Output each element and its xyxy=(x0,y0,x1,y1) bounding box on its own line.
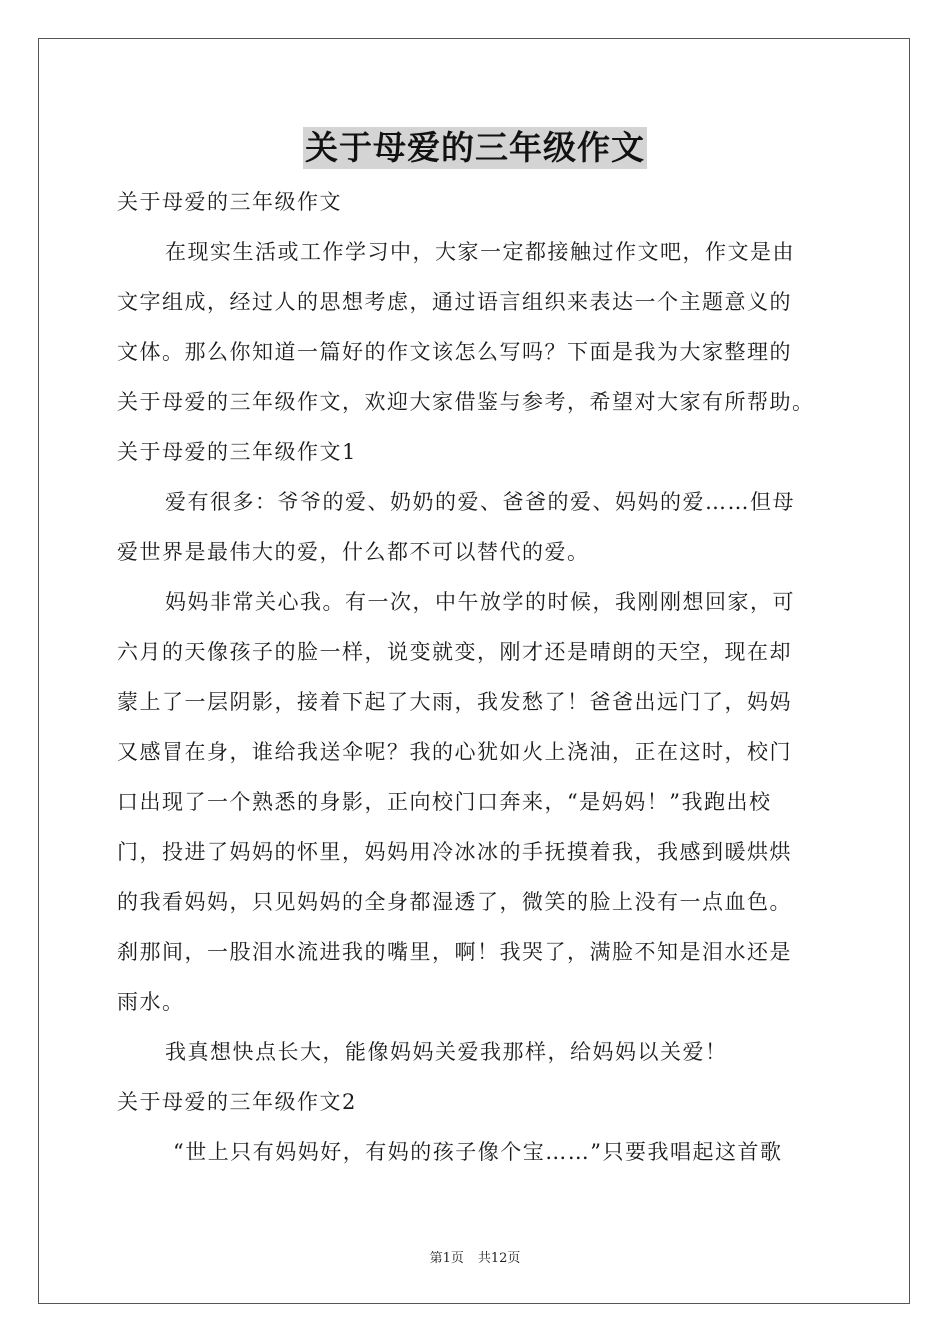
body-line: 六月的天像孩子的脸一样，说变就变，刚才还是晴朗的天空，现在却 xyxy=(117,640,792,664)
section-heading: 关于母爱的三年级作文1 xyxy=(117,440,357,464)
body-line: 关于母爱的三年级作文，欢迎大家借鉴与参考，希望对大家有所帮助。 xyxy=(117,390,815,414)
body-line: 蒙上了一层阴影，接着下起了大雨，我发愁了！爸爸出远门了，妈妈 xyxy=(117,690,792,714)
body-line: 文字组成，经过人的思想考虑，通过语言组织来表达一个主题意义的 xyxy=(117,290,792,314)
document-title: 关于母爱的三年级作文 xyxy=(305,128,645,167)
title-container xyxy=(0,127,950,169)
page-footer xyxy=(0,1247,950,1266)
body-line: 的我看妈妈，只见妈妈的全身都湿透了，微笑的脸上没有一点血色。 xyxy=(117,890,792,914)
body-line: 妈妈非常关心我。有一次，中午放学的时候，我刚刚想回家，可 xyxy=(165,590,795,614)
body-line: 又感冒在身，谁给我送伞呢？我的心犹如火上浇油，正在这时，校门 xyxy=(117,740,792,764)
body-line: 刹那间，一股泪水流进我的嘴里，啊！我哭了，满脸不知是泪水还是 xyxy=(117,940,792,964)
page-number: 第1页 xyxy=(429,1251,464,1266)
body-line: “世上只有妈妈好，有妈的孩子像个宝……”只要我唱起这首歌 xyxy=(173,1140,783,1164)
body-line: 在现实生活或工作学习中，大家一定都接触过作文吧，作文是由 xyxy=(165,240,795,264)
body-line: 关于母爱的三年级作文 xyxy=(117,190,342,214)
body-line: 雨水。 xyxy=(117,990,185,1014)
document-body xyxy=(117,177,835,1177)
page-total: 共12页 xyxy=(477,1251,521,1266)
body-line: 我真想快点长大，能像妈妈关爱我那样，给妈妈以关爱！ xyxy=(165,1040,728,1064)
section-heading: 关于母爱的三年级作文2 xyxy=(117,1090,357,1114)
body-line: 门，投进了妈妈的怀里，妈妈用冷冰冰的手抚摸着我，我感到暖烘烘 xyxy=(117,840,792,864)
body-line: 文体。那么你知道一篇好的作文该怎么写吗？下面是我为大家整理的 xyxy=(117,340,792,364)
body-line: 爱世界是最伟大的爱，什么都不可以替代的爱。 xyxy=(117,540,590,564)
body-line: 口出现了一个熟悉的身影，正向校门口奔来，“是妈妈！”我跑出校 xyxy=(117,790,772,814)
body-line: 爱有很多：爷爷的爱、奶奶的爱、爸爸的爱、妈妈的爱……但母 xyxy=(165,490,795,514)
